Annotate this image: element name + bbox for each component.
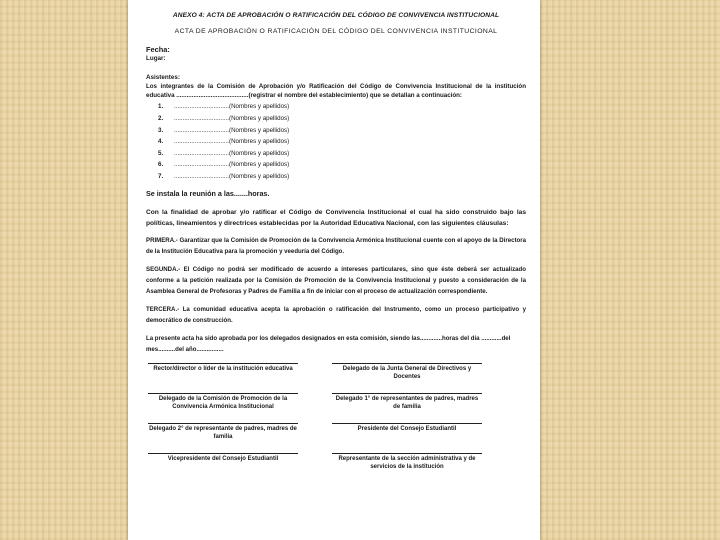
annex-title: ANEXO 4: ACTA DE APROBACIÓN O RATIFICACIÓN DEL CÓDIGO DE CONVIVENCIA INSTITUCIONAL <box>172 12 500 19</box>
clause-primera <box>146 235 526 257</box>
attendee-number: 3. <box>158 126 164 134</box>
signature-comision-promocion: Delegado de la Comisión de Promoción de la Convivencia Armónica Institucional <box>148 393 298 417</box>
attendee-text: ................................(Nombres y apellidos) <box>174 103 290 111</box>
attendee-number: 2. <box>158 115 164 122</box>
signature-vicepresidente-consejo: Vicepresidente del Consejo Estudiantil <box>148 453 298 477</box>
attendee-text: ................................(Nombres y apellidos) <box>174 172 290 180</box>
lugar-label: Lugar: <box>146 55 166 62</box>
fecha-label: Fecha: <box>146 45 170 54</box>
attendee-item <box>146 125 526 137</box>
attendee-item <box>146 171 526 183</box>
asistentes-label: Asistentes: <box>146 74 180 81</box>
attendee-item <box>146 113 526 125</box>
clause-segunda <box>146 264 526 297</box>
attendee-item <box>146 101 526 113</box>
document-page <box>128 0 540 540</box>
attendee-text: ................................(Nombres y apellidos) <box>174 149 290 157</box>
attendee-text: ................................(Nombres y apellidos) <box>174 115 290 122</box>
clause-text: La comunidad educativa acepta la aprobación o ratificación del Instrumento, como un proceso participativo y democrático de construcción. <box>146 305 526 324</box>
closing-paragraph: La presente acta ha sido aprobada por los delegados designados en esta comisión, siendo las.............horas del día ............del mes..........del año................ <box>146 334 511 353</box>
clause-text: Garantizar que la Comisión de Promoción de la Convivencia Armónica Institucional cuente con el apoyo de la Directora de la Institución Educativa para la promoción y veeduría del Código. <box>146 236 526 255</box>
clause-label: PRIMERA.- <box>146 236 178 244</box>
attendee-text: ................................(Nombres y apellidos) <box>174 161 290 169</box>
attendee-number: 7. <box>158 172 164 180</box>
attendee-number: 5. <box>158 149 164 157</box>
attendee-item <box>146 148 526 160</box>
signature-delegado-padres-2: Delegado 2° de representante de padres, madres de familia <box>148 423 298 447</box>
intro-paragraph: Con la finalidad de aprobar y/o ratificar el Código de Convivencia Institucional el cual ha sido construido bajo las políticas, lineamientos y directrices establecidas por la Autoridad Educativa Nacional, con las siguientes cláusulas: <box>146 208 526 227</box>
signature-delegado-padres-1: Delegado 1° de representantes de padres, madres de familia <box>332 393 482 417</box>
attendee-text: ................................(Nombres y apellidos) <box>174 138 290 146</box>
attendee-item <box>146 159 526 171</box>
signature-rector: Rector/director o líder de la institución educativa <box>148 363 298 387</box>
document-title: ACTA DE APROBACIÓN O RATIFICACIÓN DEL CÓDIGO DEL CONVIVENCIA INSTITUCIONAL <box>174 28 498 35</box>
attendee-number: 1. <box>158 103 164 111</box>
signature-grid <box>148 363 526 477</box>
clause-text: El Código no podrá ser modificado de acuerdo a intereses particulares, sino que éste deberá ser actualizado conforme a la petición realizada por la Comisión de Promoción de la Convivencia Institucional y puesto a consideración de la Asamblea General de Profesoras y Padres de Familia a fin de iniciar con el proceso de actualización correspondiente. <box>146 265 526 295</box>
signature-junta-general: Delegado de la Junta General de Directivos y Docentes <box>332 363 482 387</box>
clause-label: SEGUNDA.- <box>146 265 181 273</box>
attendee-text: ................................(Nombres y apellidos) <box>174 126 290 134</box>
asistentes-text: Los integrantes de la Comisión de Aprobación y/o Ratificación del Código de Convivencia Institucional de la institución educativa ..........................................(registrar el nombre del establecimiento) que se detallan a continuación: <box>146 83 526 100</box>
clause-label: TERCERA.- <box>146 305 180 313</box>
clause-tercera <box>146 304 526 326</box>
attendee-number: 4. <box>158 138 164 146</box>
attendee-number: 6. <box>158 161 164 169</box>
attendee-item <box>146 136 526 148</box>
session-start-text: Se instala la reunión a las.......horas. <box>146 188 270 198</box>
attendee-list <box>146 101 526 182</box>
signature-presidente-consejo: Presidente del Consejo Estudiantil <box>332 423 482 447</box>
signature-representante-administrativa: Representante de la sección administrativa y de servicios de la institución <box>332 453 482 477</box>
